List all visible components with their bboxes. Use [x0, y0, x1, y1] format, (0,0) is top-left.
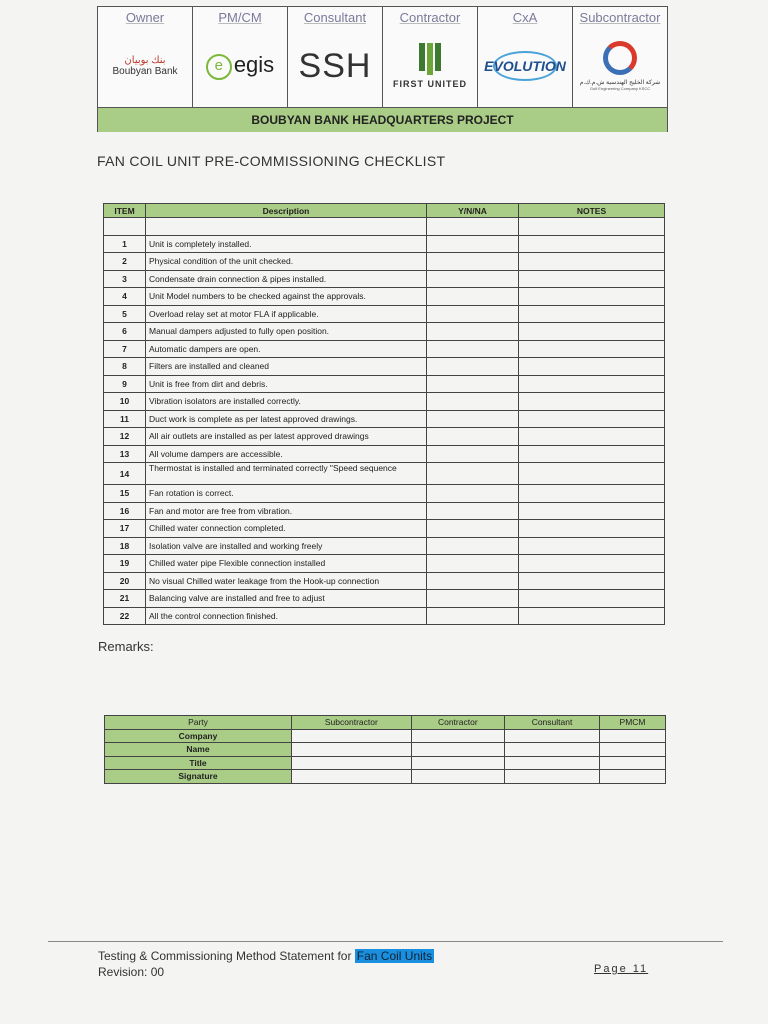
item-description: Physical condition of the unit checked.: [146, 253, 427, 271]
checklist-row: [104, 375, 665, 393]
egis-logo: [193, 31, 287, 101]
egis-logo-text: egis: [233, 52, 275, 78]
checklist-row: [104, 393, 665, 411]
yn-cell[interactable]: [427, 323, 519, 341]
role-label-consultant: Consultant: [303, 10, 367, 25]
checklist-row: [104, 485, 665, 503]
checklist-row: [104, 323, 665, 341]
checklist-row: [104, 253, 665, 271]
first-united-logo-text: FIRST UNITED: [393, 79, 467, 89]
col-header-description: Description: [146, 204, 427, 218]
notes-cell[interactable]: [519, 463, 665, 485]
item-description: Unit Model numbers to be checked against the approvals.: [146, 288, 427, 306]
checklist-row: [104, 520, 665, 538]
evolution-logo: [478, 31, 572, 101]
signoff-entry-cell[interactable]: [600, 743, 666, 757]
notes-cell[interactable]: [519, 235, 665, 253]
signoff-header-party: Party: [105, 716, 292, 730]
checklist-row: [104, 305, 665, 323]
signoff-entry-cell[interactable]: [600, 756, 666, 770]
signoff-header-subcontractor: Subcontractor: [292, 716, 412, 730]
item-description: Fan rotation is correct.: [146, 485, 427, 503]
gulf-engineering-circle-icon: [603, 41, 637, 75]
notes-cell[interactable]: [519, 410, 665, 428]
role-label-owner: Owner: [125, 10, 165, 25]
signoff-row-label: Signature: [105, 770, 292, 784]
yn-cell[interactable]: [427, 358, 519, 376]
boubyan-bank-logo: [98, 31, 192, 101]
notes-cell[interactable]: [519, 340, 665, 358]
yn-cell[interactable]: [427, 305, 519, 323]
yn-cell[interactable]: [427, 485, 519, 503]
footer-highlight: Fan Coil Units: [356, 949, 433, 963]
stakeholder-row: [98, 7, 667, 108]
item-number: 4: [104, 288, 146, 306]
yn-cell[interactable]: [427, 590, 519, 608]
notes-cell[interactable]: [519, 537, 665, 555]
checklist-row: [104, 445, 665, 463]
col-header-yn: Y/N/NA: [427, 204, 519, 218]
item-description: No visual Chilled water leakage from the Hook-up connection: [146, 572, 427, 590]
evolution-logo-text: EVOLUTION: [484, 58, 566, 74]
item-number: 12: [104, 428, 146, 446]
notes-cell[interactable]: [519, 393, 665, 411]
role-consultant: [288, 7, 383, 107]
checklist-header-row: [104, 204, 665, 218]
notes-cell[interactable]: [519, 520, 665, 538]
signoff-entry-cell[interactable]: [292, 729, 412, 743]
footer-title-prefix: Testing & Commissioning Method Statement for: [98, 949, 355, 963]
signoff-entry-cell[interactable]: [504, 756, 599, 770]
item-number: 3: [104, 270, 146, 288]
signoff-table: [104, 715, 666, 784]
role-cxa: [478, 7, 573, 107]
item-number: 2: [104, 253, 146, 271]
footer-divider: [48, 941, 723, 942]
checklist-row: [104, 270, 665, 288]
item-description: All air outlets are installed as per latest approved drawings: [146, 428, 427, 446]
ssh-logo: [288, 31, 382, 101]
yn-cell[interactable]: [427, 235, 519, 253]
item-number: 16: [104, 502, 146, 520]
sub-logo-arabic: شركة الخليج الهندسية ش.م.ك.م: [579, 80, 661, 86]
footer-revision: Revision: 00: [98, 965, 165, 979]
item-number: 15: [104, 485, 146, 503]
item-description: Manual dampers adjusted to fully open position.: [146, 323, 427, 341]
signoff-row-label: Company: [105, 729, 292, 743]
item-description: Overload relay set at motor FLA if applicable.: [146, 305, 427, 323]
item-description: Vibration isolators are installed correctly.: [146, 393, 427, 411]
signoff-entry-cell[interactable]: [411, 729, 504, 743]
first-united-logo: [383, 31, 477, 101]
signoff-body: [105, 729, 666, 783]
signoff-entry-cell[interactable]: [504, 729, 599, 743]
col-header-item: ITEM: [104, 204, 146, 218]
checklist-row: [104, 358, 665, 376]
checklist-row: [104, 410, 665, 428]
col-header-notes: NOTES: [519, 204, 665, 218]
yn-cell[interactable]: [427, 410, 519, 428]
item-number: 20: [104, 572, 146, 590]
checklist-body: [104, 218, 665, 625]
signoff-header-consultant: Consultant: [504, 716, 599, 730]
yn-cell[interactable]: [427, 463, 519, 485]
signoff-entry-cell[interactable]: [411, 743, 504, 757]
signoff-entry-cell[interactable]: [411, 756, 504, 770]
notes-cell[interactable]: [519, 358, 665, 376]
checklist-table: [103, 203, 665, 625]
item-number: 11: [104, 410, 146, 428]
yn-cell[interactable]: [427, 537, 519, 555]
checklist-row: [104, 428, 665, 446]
item-number: 7: [104, 340, 146, 358]
signoff-row-label: Title: [105, 756, 292, 770]
item-number: 6: [104, 323, 146, 341]
yn-cell[interactable]: [427, 340, 519, 358]
notes-cell[interactable]: [519, 375, 665, 393]
signoff-header-pmcm: PMCM: [600, 716, 666, 730]
item-description: Automatic dampers are open.: [146, 340, 427, 358]
footer-title: [98, 948, 434, 964]
yn-cell[interactable]: [427, 270, 519, 288]
owner-logo-arabic: بنك بوبيان: [124, 55, 166, 66]
blank-cell: [146, 218, 427, 236]
signoff-entry-cell[interactable]: [504, 743, 599, 757]
role-label-subcontractor: Subcontractor: [579, 10, 661, 25]
signoff-entry-cell[interactable]: [292, 770, 412, 784]
blank-cell[interactable]: [519, 218, 665, 236]
role-pmcm: [193, 7, 288, 107]
yn-cell[interactable]: [427, 572, 519, 590]
signoff-entry-cell[interactable]: [600, 729, 666, 743]
notes-cell[interactable]: [519, 572, 665, 590]
notes-cell[interactable]: [519, 288, 665, 306]
item-number: 5: [104, 305, 146, 323]
checklist-row: [104, 235, 665, 253]
footer-text: [98, 948, 434, 980]
role-contractor: [383, 7, 478, 107]
yn-cell[interactable]: [427, 393, 519, 411]
item-description: Isolation valve are installed and working freely: [146, 537, 427, 555]
item-number: 10: [104, 393, 146, 411]
signoff-entry-cell[interactable]: [292, 756, 412, 770]
owner-logo-english: Boubyan Bank: [112, 66, 178, 77]
item-number: 1: [104, 235, 146, 253]
signoff-entry-cell[interactable]: [600, 770, 666, 784]
checklist-row: [104, 590, 665, 608]
yn-cell[interactable]: [427, 520, 519, 538]
yn-cell[interactable]: [427, 288, 519, 306]
item-description: All the control connection finished.: [146, 607, 427, 625]
item-description: Chilled water pipe Flexible connection installed: [146, 555, 427, 573]
signoff-entry-cell[interactable]: [411, 770, 504, 784]
signoff-row-label: Name: [105, 743, 292, 757]
checklist-row: [104, 340, 665, 358]
item-description: Balancing valve are installed and free to adjust: [146, 590, 427, 608]
item-number: 21: [104, 590, 146, 608]
checklist-row: [104, 537, 665, 555]
yn-cell[interactable]: [427, 253, 519, 271]
role-owner: [98, 7, 193, 107]
notes-cell[interactable]: [519, 428, 665, 446]
item-description: Filters are installed and cleaned: [146, 358, 427, 376]
item-number: 14: [104, 463, 146, 485]
checklist-row: [104, 463, 665, 485]
gulf-engineering-logo: [573, 31, 667, 101]
signoff-row: [105, 729, 666, 743]
signoff-header-contractor: Contractor: [411, 716, 504, 730]
notes-cell[interactable]: [519, 607, 665, 625]
item-number: 13: [104, 445, 146, 463]
notes-cell[interactable]: [519, 323, 665, 341]
item-number: 18: [104, 537, 146, 555]
blank-cell[interactable]: [427, 218, 519, 236]
egis-e-icon: e: [206, 54, 232, 80]
signoff-row: [105, 770, 666, 784]
signoff-entry-cell[interactable]: [504, 770, 599, 784]
item-description: Fan and motor are free from vibration.: [146, 502, 427, 520]
yn-cell[interactable]: [427, 502, 519, 520]
yn-cell[interactable]: [427, 445, 519, 463]
yn-cell[interactable]: [427, 607, 519, 625]
item-number: 17: [104, 520, 146, 538]
signoff-header-row: [105, 716, 666, 730]
item-number: 8: [104, 358, 146, 376]
item-description: Unit is free from dirt and debris.: [146, 375, 427, 393]
checklist-row: [104, 502, 665, 520]
yn-cell[interactable]: [427, 428, 519, 446]
item-description: All volume dampers are accessible.: [146, 445, 427, 463]
item-number: 19: [104, 555, 146, 573]
role-label-cxa: CxA: [512, 10, 538, 25]
document-title: FAN COIL UNIT PRE-COMMISSIONING CHECKLIST: [97, 153, 446, 169]
first-united-bars-icon: [419, 43, 441, 75]
yn-cell[interactable]: [427, 375, 519, 393]
notes-cell[interactable]: [519, 445, 665, 463]
notes-cell[interactable]: [519, 253, 665, 271]
blank-row: [104, 218, 665, 236]
sub-logo-english: Gulf Engineering Company KSCC: [589, 86, 651, 91]
item-description: Thermostat is installed and terminated correctly "Speed sequence: [146, 463, 427, 485]
checklist-row: [104, 555, 665, 573]
item-description: Duct work is complete as per latest approved drawings.: [146, 410, 427, 428]
yn-cell[interactable]: [427, 555, 519, 573]
notes-cell[interactable]: [519, 305, 665, 323]
checklist-row: [104, 288, 665, 306]
checklist-row: [104, 572, 665, 590]
checklist-row: [104, 607, 665, 625]
role-subcontractor: [573, 7, 667, 107]
notes-cell[interactable]: [519, 555, 665, 573]
signoff-row: [105, 743, 666, 757]
notes-cell[interactable]: [519, 485, 665, 503]
item-description: Condensate drain connection & pipes installed.: [146, 270, 427, 288]
blank-cell: [104, 218, 146, 236]
project-title: BOUBYAN BANK HEADQUARTERS PROJECT: [98, 108, 667, 132]
ssh-logo-text: SSH: [298, 46, 372, 85]
evolution-ring-icon: [484, 51, 566, 81]
signoff-entry-cell[interactable]: [292, 743, 412, 757]
notes-cell[interactable]: [519, 270, 665, 288]
notes-cell[interactable]: [519, 590, 665, 608]
item-number: 9: [104, 375, 146, 393]
remarks-label: Remarks:: [98, 639, 154, 654]
document-header: [97, 6, 668, 132]
item-number: 22: [104, 607, 146, 625]
page-number: Page 11: [594, 963, 649, 975]
role-label-contractor: Contractor: [399, 10, 461, 25]
role-label-pmcm: PM/CM: [218, 10, 262, 25]
signoff-row: [105, 756, 666, 770]
item-description: Chilled water connection completed.: [146, 520, 427, 538]
item-description: Unit is completely installed.: [146, 235, 427, 253]
notes-cell[interactable]: [519, 502, 665, 520]
